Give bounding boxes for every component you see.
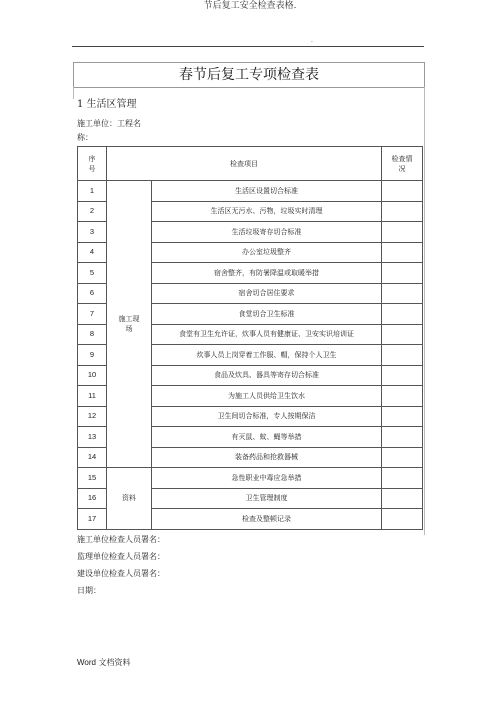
row-number: 5 (78, 263, 107, 284)
check-item: 检查及整顿记录 (152, 509, 382, 530)
check-item: 炊事人员上岗穿着工作服、帽，保持个人卫生 (152, 345, 382, 366)
unit-label-continued: 称： (77, 133, 93, 142)
header-item: 检查项目 (107, 147, 382, 181)
header-no: 序 号 (78, 147, 107, 181)
check-status-cell[interactable] (382, 324, 423, 345)
check-status-cell[interactable] (382, 509, 423, 530)
check-status-cell[interactable] (382, 201, 423, 222)
page-footer (77, 657, 131, 668)
check-item: 生活垃圾寄存切合标准 (152, 222, 382, 243)
page-border-right (424, 87, 425, 535)
check-item: 生活区无污水、污物，垃圾实时清理 (152, 201, 382, 222)
check-status-cell[interactable] (382, 345, 423, 366)
document-title: 春节后复工专项检查表 (73, 62, 425, 88)
check-status-cell[interactable] (382, 488, 423, 509)
header-mark: . (311, 37, 313, 44)
row-number: 1 (78, 181, 107, 202)
check-item: 为施工人员供给卫生饮水 (152, 386, 382, 407)
unit-label-block (77, 117, 141, 145)
check-status-cell[interactable] (382, 283, 423, 304)
check-item: 装备药品和抢救器械 (152, 447, 382, 468)
row-number: 16 (78, 488, 107, 509)
row-number: 13 (78, 427, 107, 448)
unit-label: 施工单位：工程名 (77, 119, 141, 128)
check-item: 生活区设置切合标准 (152, 181, 382, 202)
check-status-cell[interactable] (382, 181, 423, 202)
page-header: 节后复工安全检查表格. (203, 1, 297, 11)
row-number: 15 (78, 468, 107, 489)
category-site: 施工现 场 (107, 181, 152, 468)
check-item: 办公室垃圾整齐 (152, 242, 382, 263)
check-status-cell[interactable] (382, 427, 423, 448)
check-status-cell[interactable] (382, 222, 423, 243)
check-item: 卫生管理制度 (152, 488, 382, 509)
row-number: 8 (78, 324, 107, 345)
check-status-cell[interactable] (382, 468, 423, 489)
table-header-row (78, 147, 423, 181)
check-status-cell[interactable] (382, 263, 423, 284)
row-number: 12 (78, 406, 107, 427)
row-number: 14 (78, 447, 107, 468)
signature-construction: 施工单位检查人员署名： (77, 535, 165, 544)
footer-brand: Word (77, 658, 96, 667)
check-status-cell[interactable] (382, 447, 423, 468)
footer-text: 文档资料 (98, 658, 131, 667)
inspection-table (77, 146, 423, 530)
table-row (78, 181, 423, 202)
check-status-cell[interactable] (382, 406, 423, 427)
table-row (78, 468, 423, 489)
header-rule (72, 46, 424, 47)
check-item: 食品及炊具、器具等寄存切合标准 (152, 365, 382, 386)
page-border-left (73, 87, 74, 99)
signature-date: 日期： (77, 586, 101, 595)
row-number: 9 (78, 345, 107, 366)
row-number: 6 (78, 283, 107, 304)
signature-block (77, 531, 165, 599)
row-number: 10 (78, 365, 107, 386)
row-number: 3 (78, 222, 107, 243)
row-number: 4 (78, 242, 107, 263)
check-item: 卫生间切合标准，专人按期保洁 (152, 406, 382, 427)
header-status: 检查情 况 (382, 147, 423, 181)
inspection-table-body (78, 147, 423, 530)
check-status-cell[interactable] (382, 304, 423, 325)
check-item: 宿舍切合居住要求 (152, 283, 382, 304)
check-status-cell[interactable] (382, 365, 423, 386)
row-number: 7 (78, 304, 107, 325)
check-item: 宿舍整齐，有防暑降温或取暖举措 (152, 263, 382, 284)
check-status-cell[interactable] (382, 242, 423, 263)
signature-owner: 建设单位检查人员署名： (77, 569, 165, 578)
check-item: 有灭鼠、蚊、蝇等举措 (152, 427, 382, 448)
row-number: 17 (78, 509, 107, 530)
row-number: 2 (78, 201, 107, 222)
check-item: 食堂有卫生允许证，炊事人员有健康证、卫安实识培训证 (152, 324, 382, 345)
category-docs: 资料 (107, 468, 152, 530)
row-number: 11 (78, 386, 107, 407)
check-item: 食堂切合卫生标准 (152, 304, 382, 325)
check-status-cell[interactable] (382, 386, 423, 407)
check-item: 急性职业中毒应急举措 (152, 468, 382, 489)
signature-supervision: 监理单位检查人员署名： (77, 552, 165, 561)
section-heading: 1 生活区管理 (77, 99, 137, 110)
